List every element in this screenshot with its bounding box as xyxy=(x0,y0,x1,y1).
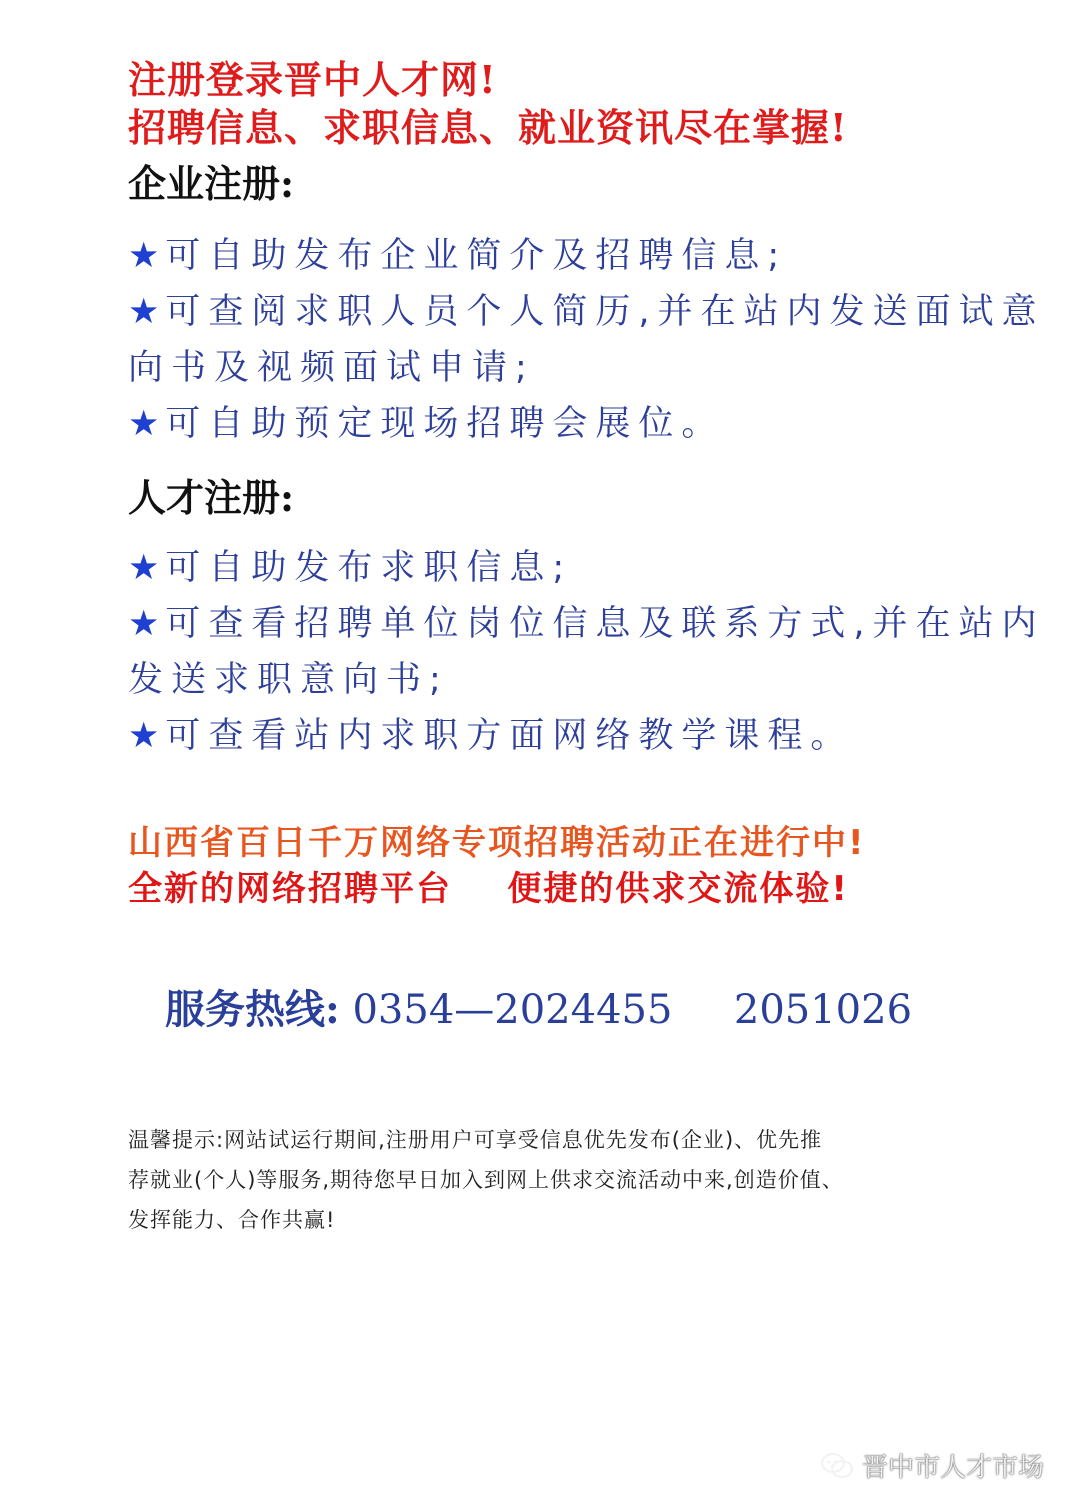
header-line-1: 注册登录晋中人才网! xyxy=(128,57,497,102)
star-icon: ★ xyxy=(128,604,166,644)
talent-item-2: 可查看招聘单位岗位信息及联系方式,并在站内 xyxy=(165,604,1045,644)
service-hotline xyxy=(165,986,912,1034)
list-item xyxy=(128,284,1045,340)
talent-item-1: 可自助发布求职信息; xyxy=(165,548,573,588)
list-item xyxy=(128,540,1045,596)
enterprise-item-2-cont: 向书及视频面试申请; xyxy=(128,348,535,388)
enterprise-item-2: 可查阅求职人员个人简历,并在站内发送面试意 xyxy=(165,292,1045,332)
talent-item-3: 可查看站内求职方面网络教学课程。 xyxy=(165,716,854,756)
enterprise-title: 企业注册: xyxy=(128,161,295,206)
list-item xyxy=(128,228,1045,284)
list-item-continuation xyxy=(128,340,1045,396)
enterprise-item-3: 可自助预定现场招聘会展位。 xyxy=(165,404,725,444)
enterprise-item-1: 可自助发布企业简介及招聘信息; xyxy=(165,236,788,276)
talent-item-2-cont: 发送求职意向书; xyxy=(128,660,449,700)
promo-line-2: 全新的网络招聘平台 便捷的供求交流体验! xyxy=(128,869,849,909)
watermark-text: 晋中市人才市场 xyxy=(861,1453,1044,1483)
wechat-icon xyxy=(820,1452,854,1480)
list-item-continuation xyxy=(128,652,1045,708)
tip-line-1: 温馨提示:网站试运行期间,注册用户可享受信息优先发布(企业)、优先推 xyxy=(128,1128,823,1152)
star-icon: ★ xyxy=(128,548,166,588)
header-line-2: 招聘信息、求职信息、就业资讯尽在掌握! xyxy=(128,105,848,150)
star-icon: ★ xyxy=(128,404,166,444)
list-item xyxy=(128,596,1045,652)
list-item xyxy=(128,396,1045,452)
hotline-number-2: 2051026 xyxy=(733,987,913,1033)
tip-line-2: 荐就业(个人)等服务,期待您早日加入到网上供求交流活动中来,创造价值、 xyxy=(128,1168,844,1192)
star-icon: ★ xyxy=(128,236,166,276)
enterprise-list xyxy=(128,228,1045,452)
star-icon: ★ xyxy=(128,716,166,756)
talent-list xyxy=(128,540,1045,764)
tip-line-3: 发挥能力、合作共赢! xyxy=(128,1208,336,1232)
header xyxy=(128,56,848,152)
tip-note xyxy=(128,1120,988,1240)
star-icon: ★ xyxy=(128,292,166,332)
promo xyxy=(128,820,866,912)
hotline-label: 服务热线: xyxy=(165,986,340,1033)
list-item xyxy=(128,708,1045,764)
talent-title: 人才注册: xyxy=(128,475,295,520)
watermark xyxy=(820,1447,1044,1484)
promo-line-1: 山西省百日千万网络专项招聘活动正在进行中! xyxy=(128,823,866,863)
hotline-number-1: 0354—2024455 xyxy=(352,987,673,1033)
